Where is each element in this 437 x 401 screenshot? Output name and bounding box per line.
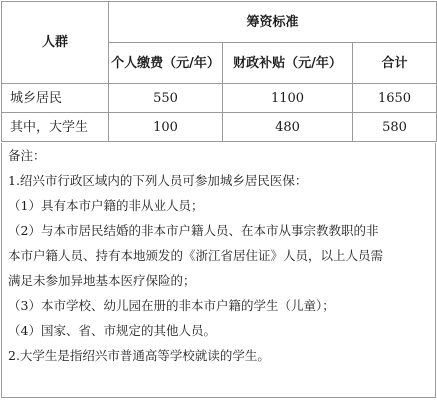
header-group: 人群 [2, 2, 109, 84]
funding-standard-table [1, 1, 437, 142]
notes-line: 满足未参加异地基本医疗保险的； [8, 273, 196, 288]
table-header-row-1 [2, 2, 437, 43]
notes-line: （3）本市学校、幼儿园在册的非本市户籍的学生（儿童）； [8, 298, 335, 313]
notes-line: 1.绍兴市行政区域内的下列人员可参加城乡居民医保： [8, 173, 308, 188]
table-row [2, 113, 437, 142]
document-page [1, 1, 436, 399]
notes-line: （1）具有本市户籍的非从业人员； [8, 198, 204, 213]
notes-line: 2.大学生是指绍兴市普通高等学校就读的学生。 [8, 348, 270, 363]
table-row [2, 84, 437, 113]
cell-personal: 100 [109, 113, 223, 142]
cell-fiscal: 480 [223, 113, 353, 142]
header-fiscal: 财政补贴（元/年） [223, 43, 353, 84]
notes-section [1, 143, 436, 398]
cell-total: 1650 [353, 84, 437, 113]
cell-fiscal: 1100 [223, 84, 353, 113]
cell-total: 580 [353, 113, 437, 142]
header-total: 合计 [353, 43, 437, 84]
notes-line: （4）国家、省、市规定的其他人员。 [8, 323, 216, 338]
row-label: 城乡居民 [2, 84, 109, 113]
header-personal: 个人缴费（元/年） [109, 43, 223, 84]
notes-line: 本市户籍人员、持有本地颁发的《浙江省居住证》人员，以上人员需 [8, 248, 384, 263]
cell-personal: 550 [109, 84, 223, 113]
row-label: 其中，大学生 [2, 113, 109, 142]
notes-title: 备注： [8, 148, 46, 163]
header-standard: 筹资标准 [109, 2, 437, 43]
notes-line: （2）与本市居民结婚的非本市户籍人员、在本市从事宗教教职的非 [8, 223, 379, 238]
